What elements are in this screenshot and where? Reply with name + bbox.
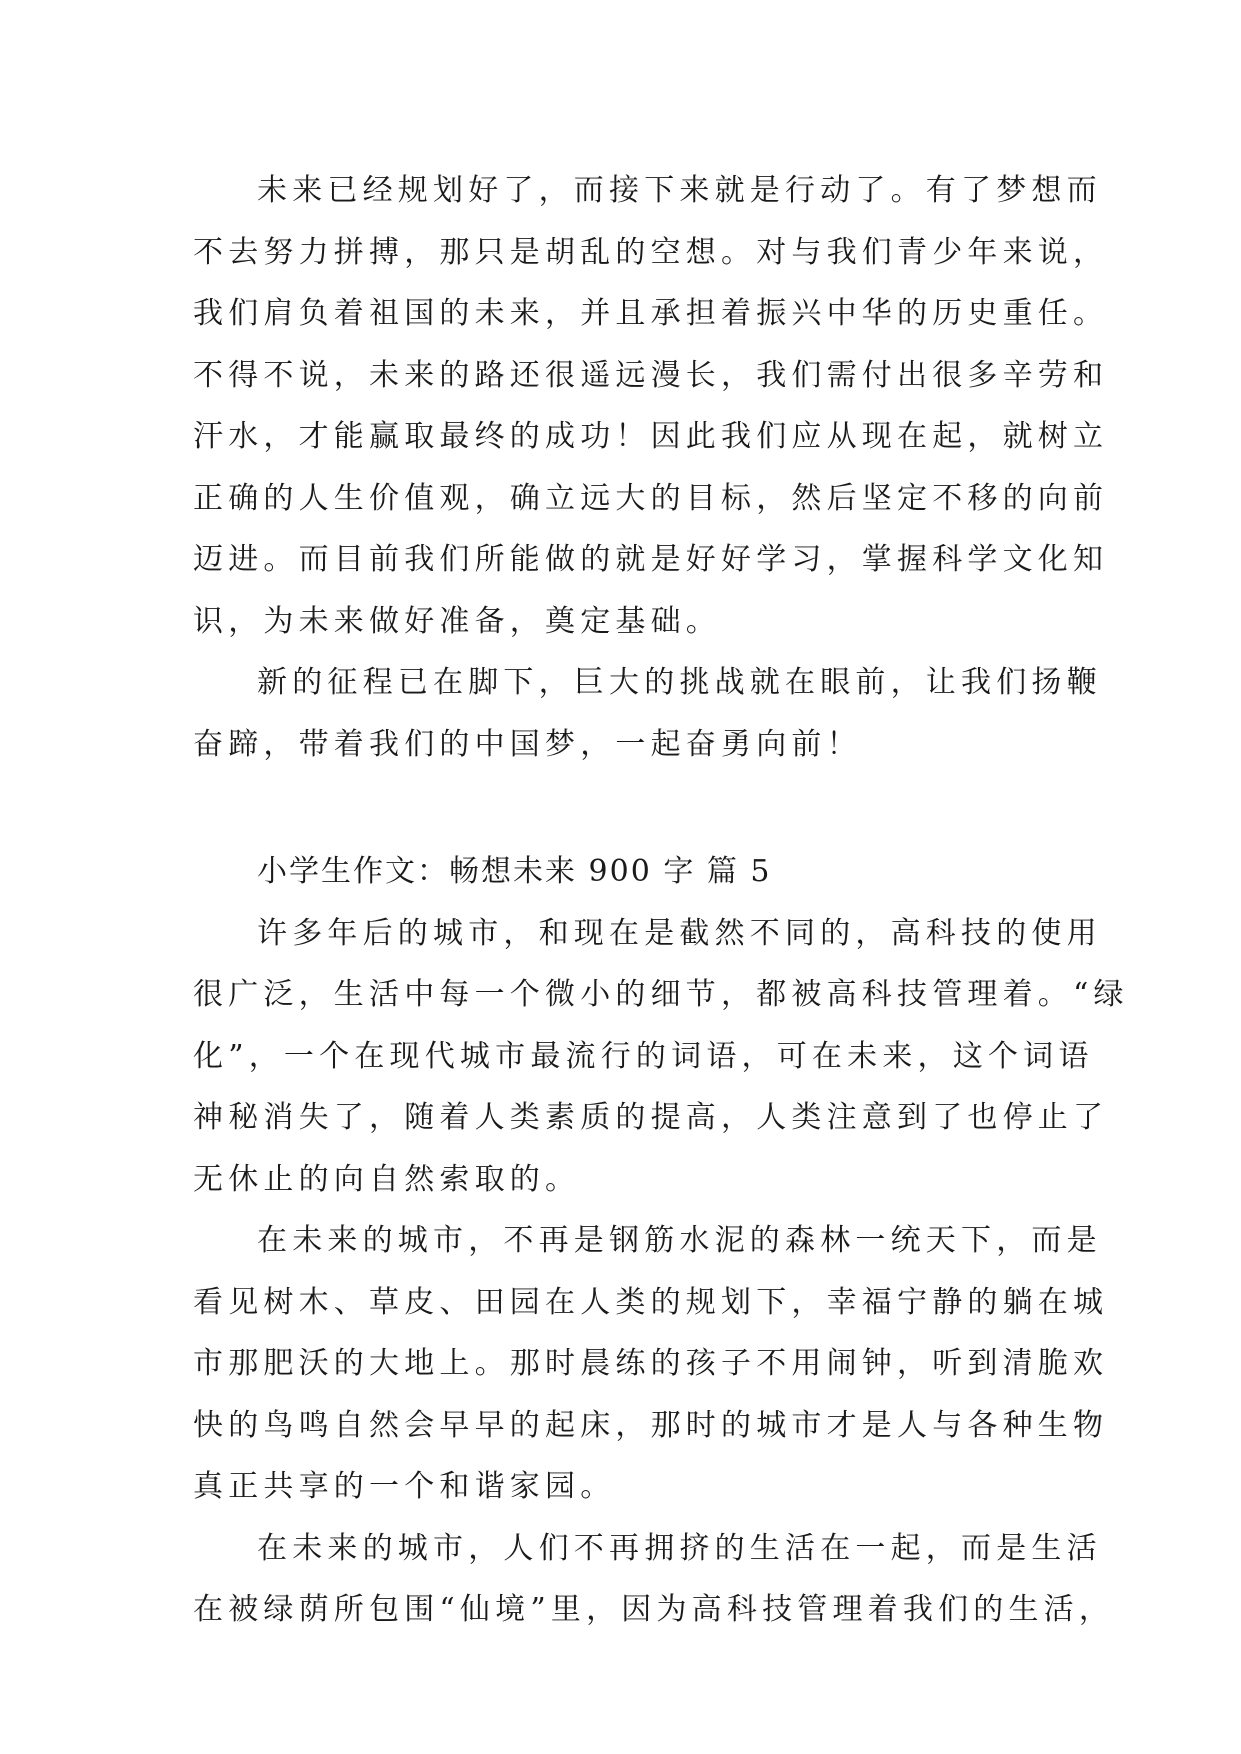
paragraph-line: 看见树木、草皮、田园在人类的规划下，幸福宁静的躺在城 (193, 1284, 1109, 1320)
paragraph-line: 快的鸟鸣自然会早早的起床，那时的城市才是人与各种生物 (193, 1407, 1109, 1443)
paragraph (193, 1210, 1109, 1518)
paragraph-line: 我们肩负着祖国的未来，并且承担着振兴中华的历史重任。 (193, 296, 1109, 331)
paragraph (193, 903, 1129, 1211)
paragraph-line: 在被绿荫所包围“仙境”里，因为高科技管理着我们的生活， (193, 1592, 1115, 1627)
paragraph-line: 迈进。而目前我们所能做的就是好好学习，掌握科学文化知 (193, 542, 1109, 577)
paragraph (193, 1518, 1115, 1641)
paragraph-line: 神秘消失了，随着人类素质的提高，人类注意到了也停止了 (193, 1100, 1109, 1135)
paragraph-line: 新的征程已在脚下，巨大的挑战就在眼前，让我们扬鞭 (257, 665, 1102, 700)
paragraph-line: 真正共享的一个和谐家园。 (193, 1469, 616, 1504)
paragraph-line: 奋蹄，带着我们的中国梦，一起奋勇向前！ (193, 726, 862, 762)
paragraph-line: 识，为未来做好准备，奠定基础。 (193, 603, 721, 639)
document-body (193, 160, 1129, 1641)
paragraph (193, 652, 1102, 775)
paragraph-line: 许多年后的城市，和现在是截然不同的，高科技的使用 (257, 915, 1102, 951)
paragraph-line: 很广泛，生活中每一个微小的细节，都被高科技管理着。“绿 (193, 977, 1129, 1012)
section-spacer (193, 775, 1063, 841)
paragraph-line: 在未来的城市，不再是钢筋水泥的森林一统天下，而是 (257, 1223, 1102, 1258)
section-heading: 小学生作文：畅想未来 900 字 篇 5 (257, 854, 772, 889)
paragraph-line: 不得不说，未来的路还很遥远漫长，我们需付出很多辛劳和 (193, 357, 1109, 393)
paragraph-line: 在未来的城市，人们不再拥挤的生活在一起，而是生活 (257, 1530, 1102, 1566)
paragraph-line: 无休止的向自然索取的。 (193, 1161, 581, 1197)
paragraph-line: 未来已经规划好了，而接下来就是行动了。有了梦想而 (257, 173, 1102, 208)
paragraph-line: 汗水，才能赢取最终的成功！因此我们应从现在起，就树立 (193, 419, 1109, 454)
paragraph-line: 正确的人生价值观，确立远大的目标，然后坚定不移的向前 (193, 480, 1109, 516)
paragraph (193, 160, 1109, 652)
paragraph-line: 市那肥沃的大地上。那时晨练的孩子不用闹钟，听到清脆欢 (193, 1346, 1109, 1381)
paragraph-line: 化”，一个在现代城市最流行的词语，可在未来，这个词语 (193, 1038, 1094, 1074)
paragraph-line: 不去努力拼搏，那只是胡乱的空想。对与我们青少年来说， (193, 234, 1109, 270)
